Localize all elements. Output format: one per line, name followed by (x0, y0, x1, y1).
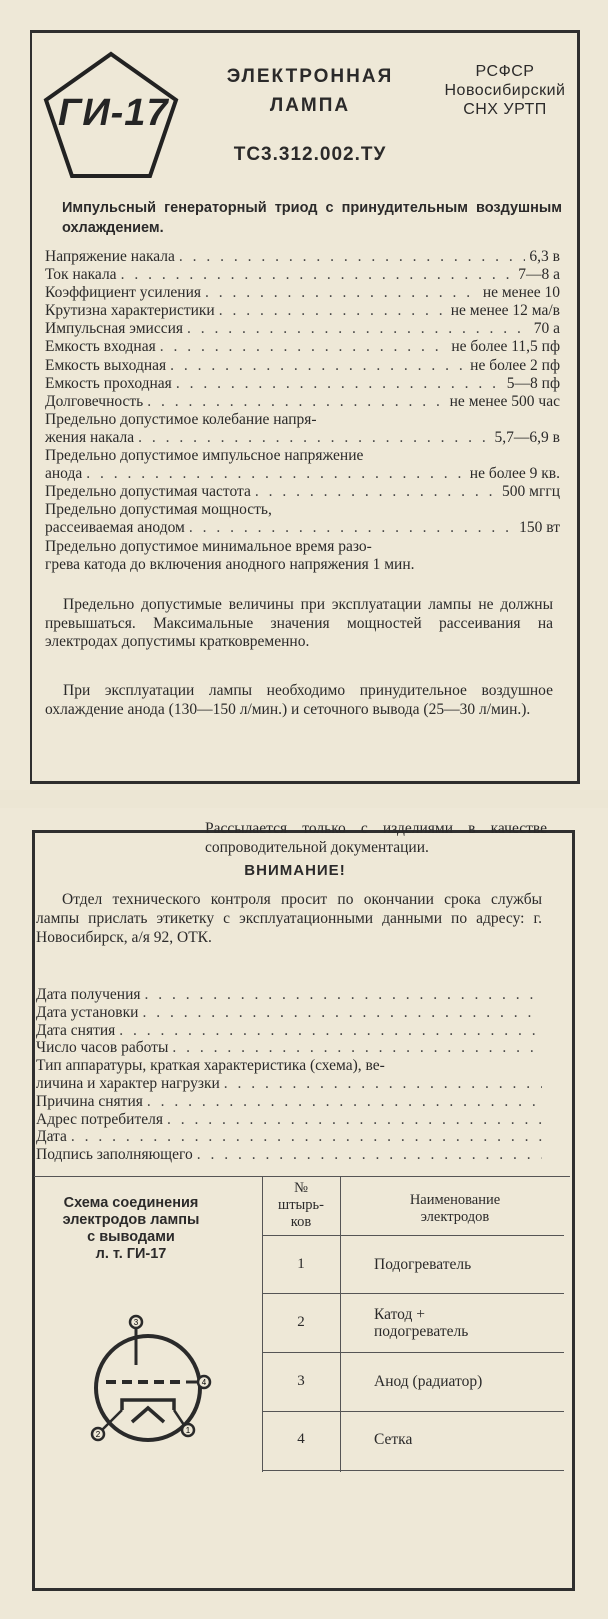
param-label: Емкость проходная (45, 374, 172, 392)
leader-dots (147, 393, 445, 411)
pin-number: 2 (297, 1314, 305, 1330)
table-divider (340, 1176, 341, 1472)
spec-code: ТС3.312.002.ТУ (233, 144, 387, 165)
param-text-line: Предельно допустимое колебание напря- (45, 410, 317, 428)
param-label: Емкость выходная (45, 356, 167, 374)
leader-dots (187, 320, 530, 338)
header-line: ков (290, 1214, 312, 1230)
form-field-label: Дата (36, 1128, 67, 1146)
leader-dots (176, 375, 503, 393)
pin-marker-label: 3 (133, 1318, 139, 1327)
param-row (45, 248, 560, 266)
form-field[interactable] (36, 1075, 546, 1093)
param-row (45, 465, 560, 483)
param-value: 5,7—6,9 в (494, 428, 560, 446)
form-field[interactable] (36, 1128, 546, 1146)
form-field[interactable] (36, 1022, 546, 1040)
pin-marker-label: 1 (185, 1426, 191, 1435)
param-label: Крутизна характеристики (45, 302, 215, 320)
cooling-note: При эксплуатации лампы необходимо принудительное воздушное охлаждение анода (130—150 л/мин.) и сеточного вывода (25—30 л/мин.). (45, 682, 553, 718)
param-value: 6,3 в (529, 248, 560, 265)
table-row-rule (262, 1235, 564, 1236)
param-label: Предельно допустимая частота (45, 483, 251, 501)
manufacturer-block (430, 62, 580, 119)
table-top-rule (34, 1176, 570, 1177)
form-field-label: Подпись заполняющего (36, 1146, 193, 1164)
param-label: рассеиваемая анодом (45, 519, 185, 537)
form-field-label: Тип аппаратуры, краткая характеристика (схема), ве- (36, 1057, 385, 1075)
leader-dots (86, 465, 466, 483)
leader-dots (172, 1039, 542, 1057)
param-row (45, 266, 560, 284)
form-field-label: Причина снятия (36, 1092, 143, 1110)
param-label: Долговечность (45, 392, 144, 410)
pin-marker-label: 4 (201, 1378, 207, 1387)
leader-dots (71, 1128, 542, 1146)
electrode-name (374, 1373, 564, 1390)
leader-dots (138, 429, 490, 447)
tube-pinout-diagram (78, 1310, 218, 1450)
form-field-label: Адрес потребителя (36, 1110, 163, 1128)
tube-description: Импульсный генераторный триод с принудительным воздушным охлаждением. (62, 200, 562, 236)
param-row (45, 357, 560, 375)
param-label: Ток накала (45, 266, 117, 284)
form-field[interactable] (36, 1093, 546, 1111)
form-field-label: Дата получения (36, 986, 141, 1003)
leader-dots (119, 1022, 542, 1040)
leader-dots (167, 1111, 542, 1129)
param-label: Импульсная эмиссия (45, 320, 184, 338)
param-value: 7—8 а (518, 266, 560, 284)
param-label: Емкость входная (45, 338, 156, 356)
param-value: не более 2 пф (470, 356, 560, 374)
table-row-rule (262, 1352, 564, 1353)
leader-dots (255, 483, 498, 501)
electrode-name-line: Подогреватель (374, 1256, 472, 1273)
electrode-name-line: подогреватель (374, 1323, 469, 1340)
mailing-note: Рассылается только с изделиями в качестве сопроводительной документации. (205, 820, 547, 856)
table-row-rule (262, 1470, 564, 1471)
title-line-2: ЛАМПА (269, 95, 351, 116)
leader-dots (197, 1146, 542, 1164)
leader-dots (121, 266, 515, 284)
parameters-list (45, 248, 560, 574)
param-text-line: грева катода до включения анодного напряжения 1 мин. (45, 555, 415, 573)
leader-dots (160, 338, 448, 356)
form-field-label: Дата установки (36, 1003, 139, 1021)
param-row (45, 302, 560, 320)
limits-note: Предельно допустимые величины при эксплуатации лампы не должны превышаться. Максимальные значения мощностей рассеивания на электродах допустимы кратковременно. (45, 596, 553, 650)
electrode-name-line: Катод + (374, 1306, 425, 1323)
leader-dots (224, 1075, 542, 1093)
param-value: не менее 12 ма/в (450, 302, 560, 320)
form-field[interactable] (36, 1004, 546, 1022)
param-row (45, 519, 560, 537)
header-line: № (294, 1180, 308, 1196)
scheme-title-line: Схема соединения (63, 1195, 199, 1211)
param-value: не более 9 кв. (469, 465, 560, 483)
electrode-name (374, 1431, 564, 1448)
param-row (45, 375, 560, 393)
param-value: 70 а (533, 320, 560, 338)
electrode-name-line: Анод (радиатор) (374, 1373, 483, 1390)
return-request: Отдел технического контроля просит по окончании срока службы лампы прислать этикетку с эксплуатационными данными по адресу: г. Новосибирск, а/я 92, ОТК. (36, 891, 542, 946)
param-value: 150 вт (519, 519, 560, 537)
leader-dots (147, 1093, 542, 1111)
electrode-name (374, 1306, 564, 1340)
service-form (36, 986, 546, 1164)
leader-dots (179, 248, 526, 266)
param-text-line: Предельно допустимая мощность, (45, 501, 272, 519)
attention-heading: ВНИМАНИЕ! (244, 862, 346, 879)
scheme-title-line: электродов лампы (62, 1212, 200, 1228)
form-field[interactable] (36, 986, 546, 1004)
electrode-column-header (345, 1192, 565, 1226)
leader-dots (219, 302, 447, 320)
param-value: не менее 500 час (449, 392, 560, 410)
param-label: Коэффициент усиления (45, 284, 202, 302)
org-line-3: СНХ УРТП (463, 101, 547, 118)
form-field-label: Число часов работы (36, 1039, 169, 1057)
form-field[interactable] (36, 1146, 546, 1164)
tube-type-logo: ГИ-17 (58, 92, 169, 134)
pin-marker-label: 2 (95, 1430, 101, 1439)
param-row (45, 338, 560, 356)
param-text-line: Предельно допустимое минимальное время разо- (45, 537, 372, 555)
document-title (210, 62, 410, 120)
param-value: 500 мггц (502, 483, 560, 501)
param-text-line: Предельно допустимое импульсное напряжение (45, 447, 364, 465)
pin-column-header (262, 1180, 340, 1231)
leader-dots (145, 986, 543, 1004)
param-value: не более 11,5 пф (451, 338, 560, 356)
org-line-2: Новосибирский (444, 82, 566, 99)
param-label: анода (45, 465, 83, 483)
param-row (45, 284, 560, 302)
header-line: штырь- (278, 1197, 324, 1213)
leader-dots (189, 519, 515, 537)
param-label: Напряжение накала (45, 248, 175, 265)
org-line-1: РСФСР (475, 63, 535, 80)
table-row-rule (262, 1411, 564, 1412)
param-value: 5—8 пф (506, 374, 560, 392)
pin-number: 1 (297, 1256, 305, 1272)
cathode-heater (122, 1400, 174, 1422)
header-line: Наименование (409, 1192, 501, 1208)
form-field-label: личина и характер нагрузки (36, 1074, 220, 1092)
param-label: жения накала (45, 428, 135, 446)
param-row (45, 429, 560, 447)
scheme-title-line: с выводами (87, 1229, 175, 1245)
scheme-title-line: л. т. ГИ-17 (95, 1246, 167, 1262)
param-value: не менее 10 (482, 284, 560, 302)
leader-dots (170, 357, 466, 375)
pin-number: 3 (297, 1373, 305, 1389)
leader-dots (142, 1004, 542, 1022)
param-row (45, 393, 560, 411)
electrode-name-line: Сетка (374, 1431, 413, 1448)
param-row (45, 320, 560, 338)
header-line: электродов (420, 1209, 490, 1225)
param-row (45, 483, 560, 501)
form-field[interactable] (36, 1111, 546, 1129)
scheme-title (56, 1195, 206, 1263)
form-field[interactable] (36, 1039, 546, 1057)
pin-number: 4 (297, 1431, 305, 1447)
title-line-1: ЭЛЕКТРОННАЯ (226, 66, 394, 87)
electrode-name (374, 1256, 564, 1273)
leader-dots (205, 284, 479, 302)
form-field-label: Дата снятия (36, 1021, 116, 1039)
table-row-rule (262, 1293, 564, 1294)
